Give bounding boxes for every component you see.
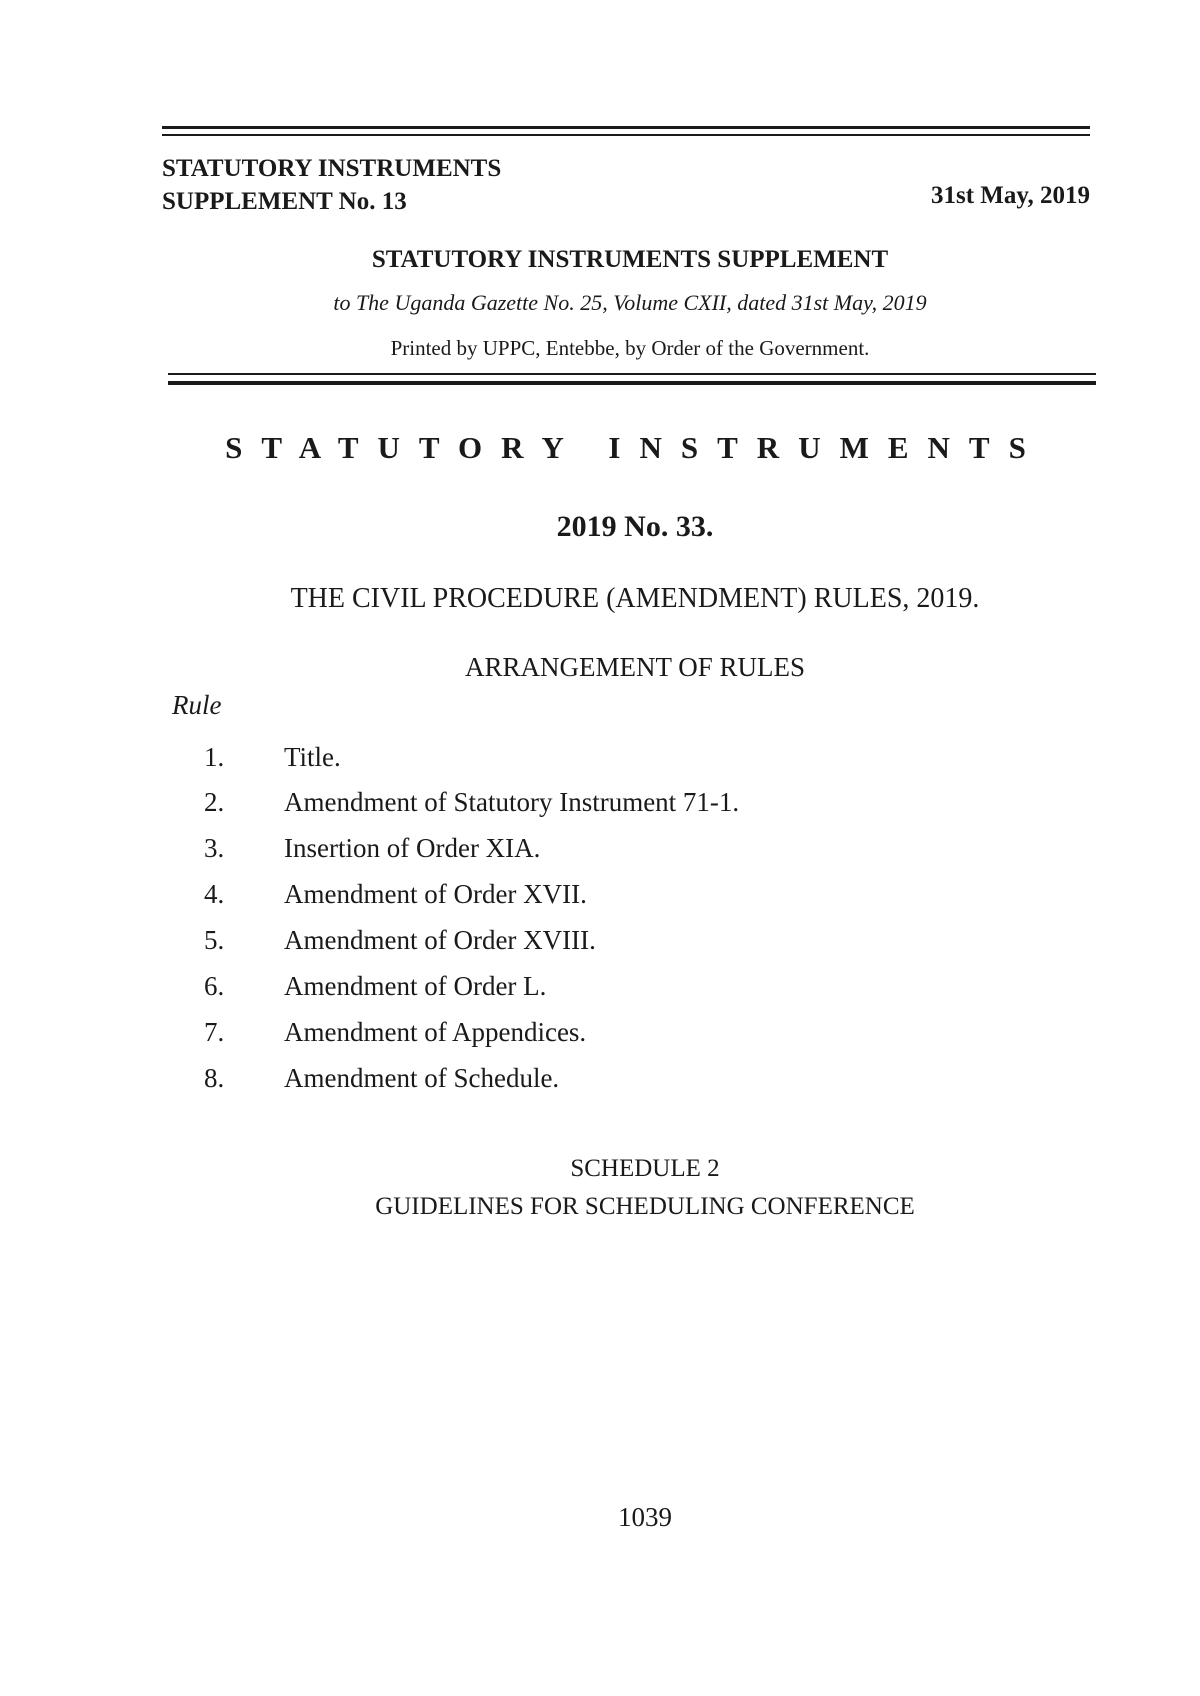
rule-number: 6.: [204, 971, 225, 1001]
rule-title: Amendment of Order XVII.: [284, 879, 587, 909]
gazette-reference: to The Uganda Gazette No. 25, Volume CXII, dated 31st May, 2019: [333, 290, 927, 315]
rule-title: Amendment of Statutory Instrument 71-1.: [284, 787, 740, 817]
rule-title: Insertion of Order XIA.: [284, 833, 541, 863]
instrument-title: THE CIVIL PROCEDURE (AMENDMENT) RULES, 2019.: [290, 583, 980, 614]
rule-title: Title.: [284, 742, 341, 772]
rule-title: Amendment of Order L.: [284, 971, 547, 1001]
supplement-title: STATUTORY INSTRUMENTS SUPPLEMENT: [371, 246, 889, 273]
rule-title: Amendment of Order XVIII.: [284, 925, 596, 955]
rule-number: 8.: [204, 1063, 225, 1093]
rule-title: Amendment of Schedule.: [284, 1063, 560, 1093]
top-rule-thick: [162, 126, 1090, 129]
rule-number: 4.: [204, 879, 225, 909]
rule-number: 5.: [204, 925, 225, 955]
rule-number: 7.: [204, 1017, 225, 1047]
rule-number: 3.: [204, 833, 225, 863]
header-line-1: STATUTORY INSTRUMENTS: [162, 155, 502, 182]
rule-column-label: Rule: [172, 690, 222, 720]
schedule-title: GUIDELINES FOR SCHEDULING CONFERENCE: [375, 1193, 915, 1220]
rule-title: Amendment of Appendices.: [284, 1017, 587, 1047]
instrument-heading: STATUTORY INSTRUMENTS: [225, 430, 1045, 465]
rule-number: 2.: [204, 787, 225, 817]
header-line-2: SUPPLEMENT No. 13: [162, 188, 407, 215]
schedule-number: SCHEDULE 2: [570, 1155, 720, 1182]
page-number: 1039: [618, 1502, 672, 1532]
arrangement-heading: ARRANGEMENT OF RULES: [464, 652, 806, 682]
rule-number: 1.: [204, 742, 225, 772]
top-rule-thin: [162, 134, 1090, 136]
middle-rule-thin: [168, 373, 1096, 375]
supplement-header: [162, 152, 501, 218]
instrument-number: 2019 No. 33.: [556, 510, 714, 543]
printer-line: Printed by UPPC, Entebbe, by Order of the Government.: [390, 336, 870, 360]
header-date: 31st May, 2019: [930, 182, 1090, 209]
middle-rule-thick: [168, 381, 1096, 385]
